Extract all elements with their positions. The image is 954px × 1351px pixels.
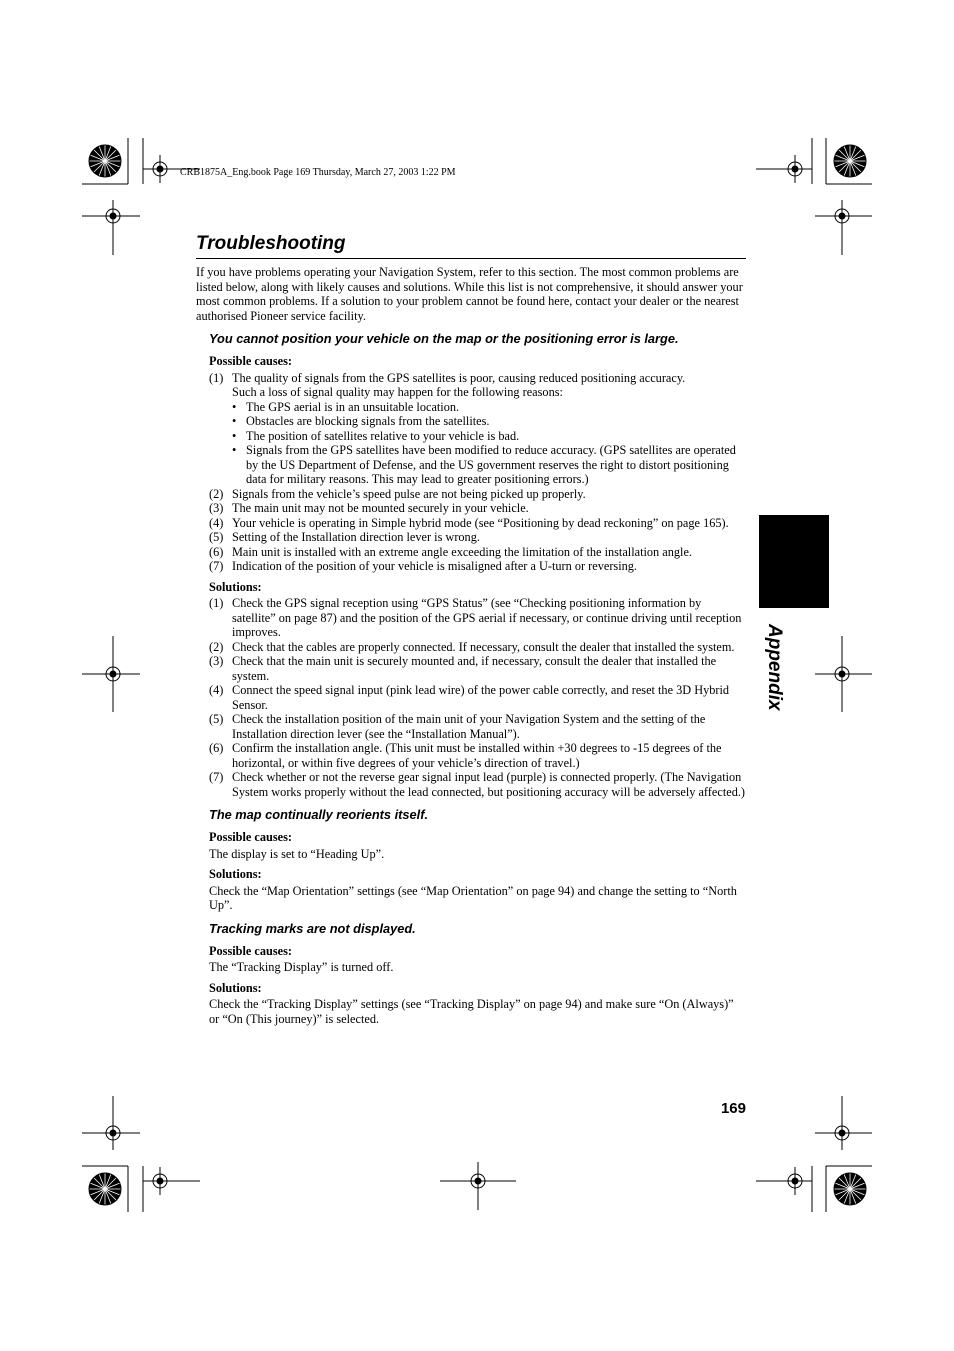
- bullet-item: • Obstacles are blocking signals from the satellites.: [232, 414, 746, 429]
- item-text: Main unit is installed with an extreme angle exceeding the limitation of the installation angle.: [232, 544, 692, 559]
- solutions-label: Solutions:: [209, 980, 262, 995]
- list-item: [209, 770, 746, 799]
- item-text: Check that the cables are properly connected. If necessary, consult the dealer that installed the system.: [232, 639, 735, 654]
- item-text: Check that the main unit is securely mounted and, if necessary, consult the dealer that installed the system.: [232, 654, 717, 683]
- intro-paragraph: If you have problems operating your Navigation System, refer to this section. The most common problems are listed below, along with likely causes and solutions. While this list is not comprehensive, it should answer your most common problems. If a solution to your problem cannot be found here, contact your dealer or the nearest authorised Pioneer service facility.: [196, 265, 743, 323]
- item-number: (6): [209, 544, 224, 559]
- list-item: [209, 487, 746, 502]
- item-text: Connect the speed signal input (pink lead wire) of the power cable correctly, and reset the 3D Hybrid Sensor.: [232, 683, 730, 712]
- item-text: Setting of the Installation direction lever is wrong.: [232, 530, 480, 544]
- item-number: (1): [209, 370, 224, 385]
- cause-text: The display is set to “Heading Up”.: [209, 846, 385, 861]
- item-number: (4): [209, 515, 224, 530]
- item-text: Indication of the position of your vehicle is misaligned after a U-turn or reversing.: [232, 559, 637, 573]
- item-text: Signals from the vehicle’s speed pulse are not being picked up properly.: [232, 486, 586, 501]
- causes-label: Possible causes:: [209, 354, 293, 368]
- item-text: Your vehicle is operating in Simple hybrid mode (see “Positioning by dead reckoning” on page 165).: [232, 515, 729, 530]
- list-item: [209, 501, 746, 516]
- solutions-list: [209, 596, 746, 799]
- solutions-label: Solutions:: [209, 867, 262, 881]
- item-text: Confirm the installation angle. (This unit must be installed within +30 degrees to -15 degrees of the horizontal, or within five degrees of your vehicle’s direction of travel.): [232, 741, 722, 770]
- solution-text: Check the “Map Orientation” settings (see “Map Orientation” on page 94) and change the setting to “North Up”.: [209, 883, 737, 912]
- appendix-tab-block: [759, 515, 829, 608]
- list-item: [209, 712, 746, 741]
- bullet-list: [232, 400, 746, 487]
- page-title: Troubleshooting: [196, 233, 746, 259]
- item-text: The quality of signals from the GPS satellites is poor, causing reduced positioning accuracy.: [232, 370, 686, 385]
- item-text: Check the GPS signal reception using “GPS Status” (see “Checking positioning information by satellite” on page 87) and the position of the GPS aerial if necessary, or continue driving until reception improves.: [232, 596, 742, 639]
- causes-list: [209, 371, 746, 574]
- solutions-label: Solutions:: [209, 579, 262, 594]
- section-heading: You cannot position your vehicle on the map or the positioning error is large.: [209, 331, 679, 346]
- item-number: (1): [209, 596, 224, 610]
- item-number: (2): [209, 639, 224, 654]
- item-number: (7): [209, 559, 224, 573]
- item-text: The main unit may not be mounted securely in your vehicle.: [232, 501, 529, 515]
- item-number: (4): [209, 683, 224, 697]
- section-positioning: [209, 331, 746, 799]
- causes-label: Possible causes:: [209, 830, 293, 844]
- item-text: Check whether or not the reverse gear signal input lead (purple) is connected properly. (The Navigation System works properly without the lead connected, but positioning accuracy will be adversely affected.): [232, 770, 746, 799]
- main-content: [209, 331, 746, 1034]
- page-number: 169: [720, 1100, 746, 1117]
- list-item: [209, 530, 746, 545]
- section-heading: Tracking marks are not displayed.: [209, 920, 416, 936]
- item-number: (3): [209, 654, 224, 668]
- item-number: (3): [209, 501, 224, 515]
- item-number: (5): [209, 712, 224, 726]
- item-text: Check the installation position of the main unit of your Navigation System and the setting of the Installation direction lever (see the “Installation Manual”).: [232, 712, 706, 741]
- list-item: [209, 545, 746, 560]
- section-map-reorients: [209, 807, 746, 913]
- item-number: (2): [209, 486, 224, 501]
- item-number: (6): [209, 741, 224, 755]
- section-tracking-marks: [209, 921, 746, 1027]
- list-item: [209, 640, 746, 655]
- list-item: [209, 371, 746, 487]
- cause-text: The “Tracking Display” is turned off.: [209, 960, 394, 974]
- list-item: [209, 596, 746, 640]
- bullet-item: • The GPS aerial is in an unsuitable location.: [232, 400, 746, 415]
- solution-text: Check the “Tracking Display” settings (see “Tracking Display” on page 94) and make sure “On (Always)” or “On (This journey)” is selected.: [209, 997, 734, 1026]
- list-item: [209, 683, 746, 712]
- section-heading: The map continually reorients itself.: [209, 807, 429, 822]
- causes-label: Possible causes:: [209, 943, 293, 958]
- item-number: (5): [209, 530, 224, 544]
- file-header-line: CRB1875A_Eng.book Page 169 Thursday, March 27, 2003 1:22 PM: [180, 167, 456, 178]
- list-item: [209, 741, 746, 770]
- bullet-item: • Signals from the GPS satellites have been modified to reduce accuracy. (GPS satellites are operated by the US Department of Defense, and the US government reserves the right to distort positioning data for military reasons. This may lead to greater positioning errors.): [232, 443, 746, 487]
- appendix-tab-label: Appendix: [764, 624, 785, 711]
- bullet-item: • The position of satellites relative to your vehicle is bad.: [232, 429, 746, 444]
- list-item: [209, 654, 746, 683]
- item-subtext: Such a loss of signal quality may happen for the following reasons:: [232, 385, 563, 399]
- list-item: [209, 516, 746, 531]
- item-number: (7): [209, 770, 224, 784]
- list-item: [209, 559, 746, 574]
